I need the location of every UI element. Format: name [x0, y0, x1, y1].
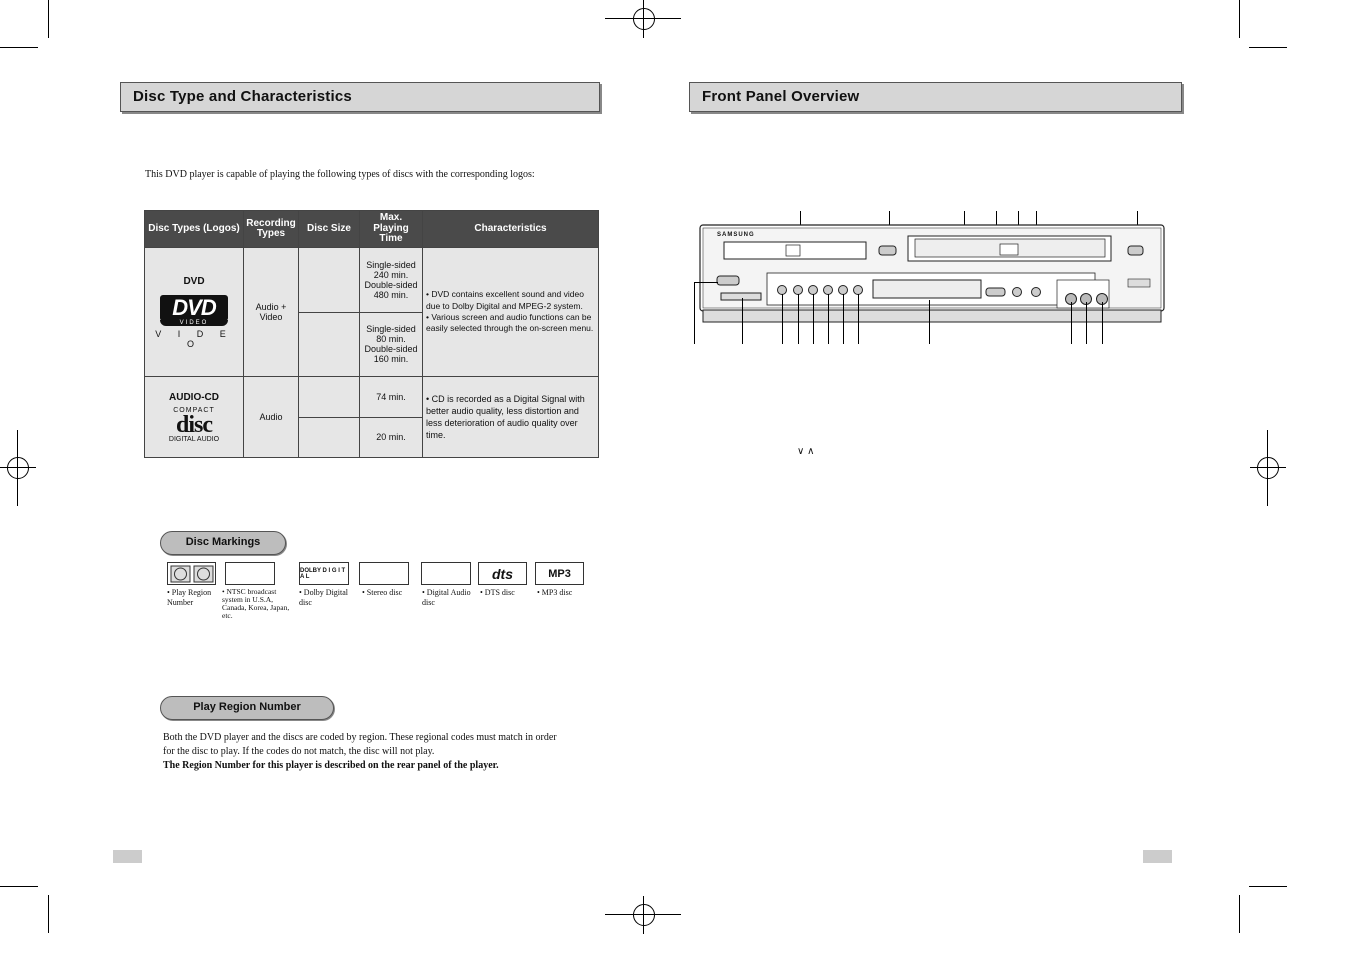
cd-logo-top: COMPACT [173, 406, 215, 414]
table-header: Disc Types (Logos) [145, 211, 244, 248]
table-row [145, 248, 599, 313]
crop-mark [0, 47, 38, 48]
crop-mark [0, 467, 36, 468]
dvd-logo-text: DVD [172, 294, 216, 320]
dvd-char-1: • DVD contains excellent sound and video due to Dolby Digital and MPEG-2 system. [426, 289, 584, 311]
digital-audio-logo [421, 562, 471, 585]
cd-recording: Audio [244, 377, 299, 458]
section-header-disc-type [120, 82, 600, 112]
callout-line [798, 294, 799, 344]
disc-markings-label [160, 531, 286, 555]
dvd-logo-sub: VIDEO [160, 320, 228, 326]
dvd-char-2: • Various screen and audio functions can be easily selected through the on-screen menu. [426, 312, 594, 334]
callout-line [1071, 302, 1072, 344]
crop-mark [1250, 467, 1286, 468]
page-number-box [1143, 850, 1172, 863]
dvd-logo [160, 295, 228, 321]
play-region-text [163, 731, 563, 773]
stereo-logo [359, 562, 409, 585]
front-panel-drawing [699, 224, 1165, 324]
marking-caption: • Dolby Digital disc [299, 588, 349, 607]
cd-logo-cell [145, 377, 244, 458]
dolby-digital-logo: DOLBY D I G I T A L [299, 562, 349, 585]
crop-mark [0, 886, 38, 887]
crop-mark [1239, 895, 1240, 933]
mp3-logo: MP3 [535, 562, 584, 585]
page-number-box [113, 850, 142, 863]
section-title: Disc Type and Characteristics [133, 88, 352, 105]
callout-line [1102, 302, 1103, 344]
dvd-time-1: Single-sided 240 min. Double-sided 480 min. [360, 248, 423, 313]
cd-size-1 [299, 377, 360, 418]
channel-arrows: ∨ ∧ [797, 446, 815, 457]
callout-line [1086, 302, 1087, 344]
callout-line [843, 294, 844, 344]
disc-markings-title: Disc Markings [185, 536, 261, 548]
cd-logo: disc [175, 411, 212, 438]
crop-mark [17, 430, 18, 506]
ntsc-logo [225, 562, 275, 585]
cd-time-2: 20 min. [360, 417, 423, 458]
registration-mark [633, 8, 655, 30]
dvd-label: DVD [183, 275, 205, 287]
dvd-logo-word: V I D E O [155, 328, 233, 349]
crop-mark [1249, 886, 1287, 887]
marking-caption: • Play Region Number [167, 588, 212, 607]
section-header-front-panel [689, 82, 1182, 112]
cd-characteristics: • CD is recorded as a Digital Signal with better audio quality, less distortion and less deterioration of audio quality over time. [423, 377, 599, 458]
dts-logo: dts [478, 562, 527, 585]
section-title: Front Panel Overview [702, 88, 860, 105]
globe-icon [170, 565, 214, 583]
callout-line [929, 300, 930, 344]
dvd-logo-cell [145, 248, 244, 377]
table-header: Disc Size [299, 211, 360, 248]
registration-mark [1257, 457, 1279, 479]
cd-size-2 [299, 417, 360, 458]
cd-logo-bottom: DIGITAL AUDIO [168, 435, 220, 443]
dvd-size-1 [299, 248, 360, 313]
brand-logo: SAMSUNG [717, 232, 755, 238]
registration-mark [633, 904, 655, 926]
table-header: Max. Playing Time [360, 211, 423, 248]
play-region-label [160, 696, 334, 720]
crop-mark [1249, 47, 1287, 48]
intro-text: This DVD player is capable of playing the following types of discs with the corresponding logos: [145, 169, 535, 180]
table-header: Characteristics [423, 211, 599, 248]
callout-line [858, 294, 859, 344]
marking-caption: • NTSC broadcast system in U.S.A, Canada, Korea, Japan, etc. [222, 587, 290, 620]
crop-mark [48, 895, 49, 933]
dvd-characteristics [423, 248, 599, 377]
registration-mark [7, 457, 29, 479]
crop-mark [48, 0, 49, 38]
callout-line [782, 294, 783, 344]
callout-line [694, 282, 695, 344]
region-number-logo [167, 562, 216, 585]
crop-mark [1239, 0, 1240, 38]
play-region-body: Both the DVD player and the discs are coded by region. These regional codes must match in order for the disc to play. If the codes do not match, the disc will not play. [163, 732, 557, 757]
marking-caption: • DTS disc [480, 588, 515, 597]
marking-caption: • Stereo disc [362, 588, 403, 597]
marking-caption: • Digital Audio disc [422, 588, 471, 607]
table-row [145, 377, 599, 418]
dvd-size-2 [299, 312, 360, 377]
callout-line [828, 294, 829, 344]
crop-mark [643, 0, 644, 38]
callout-line [742, 298, 743, 344]
cd-time-1: 74 min. [360, 377, 423, 418]
callout-line [694, 282, 718, 283]
crop-mark [643, 896, 644, 934]
crop-mark [1267, 430, 1268, 506]
play-region-bold: The Region Number for this player is described on the rear panel of the player. [163, 760, 499, 771]
play-region-title: Play Region Number [193, 701, 301, 713]
marking-caption: • MP3 disc [537, 588, 573, 597]
dvd-recording: Audio + Video [244, 248, 299, 377]
callout-line [813, 294, 814, 344]
table-header: Recording Types [244, 211, 299, 248]
dvd-time-2: Single-sided 80 min. Double-sided 160 min. [360, 312, 423, 377]
table-header-row [145, 211, 599, 248]
disc-type-table [144, 210, 599, 458]
cd-label: AUDIO-CD [169, 391, 219, 403]
